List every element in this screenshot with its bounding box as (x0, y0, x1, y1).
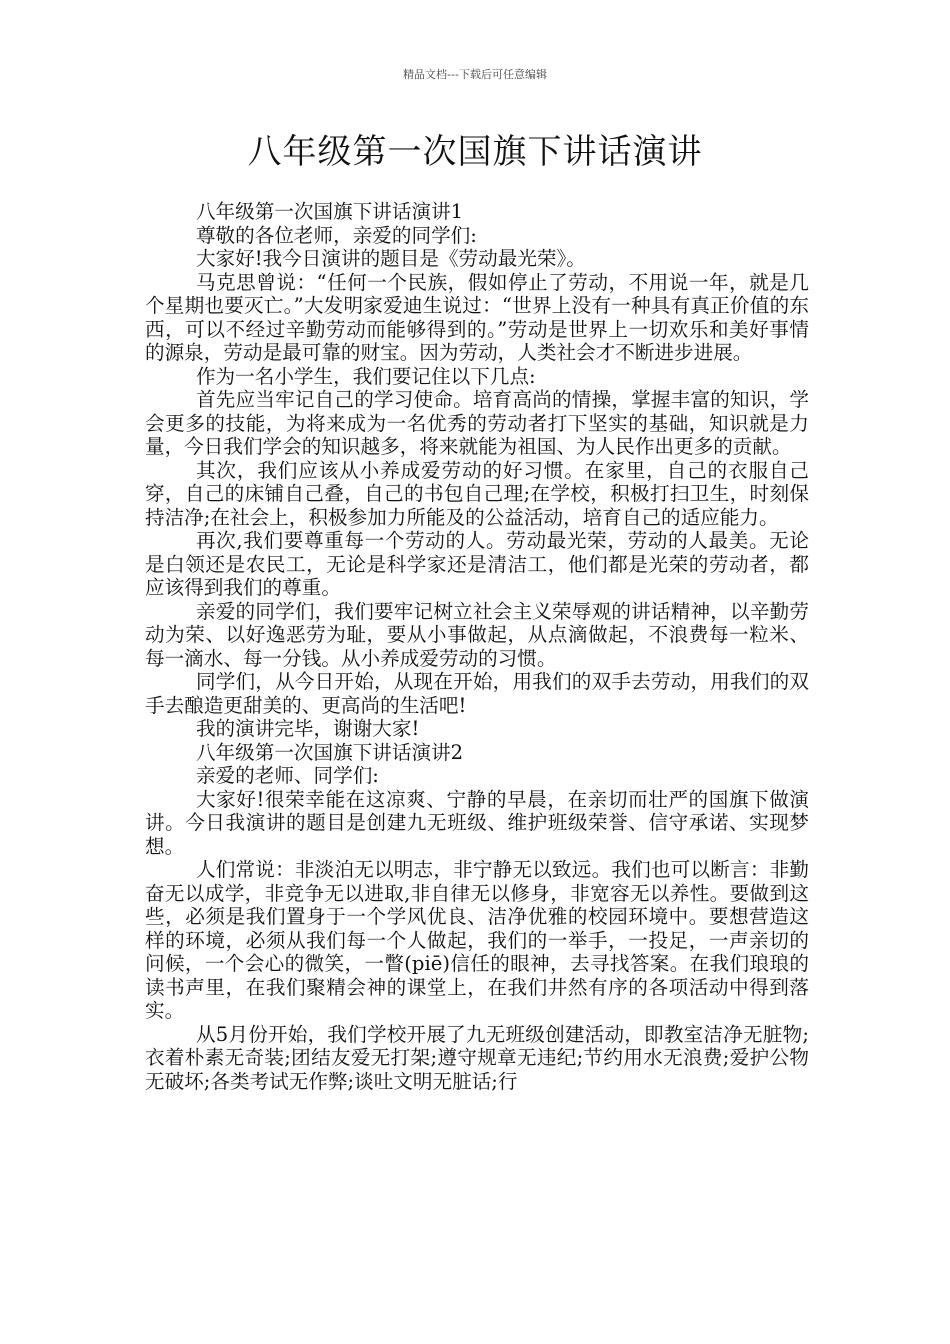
intro-paragraph: 大家好!我今日演讲的题目是《劳动最光荣》。 (195, 247, 586, 270)
document-body (145, 200, 809, 1093)
greeting-paragraph: 亲爱的老师、同学们: (195, 764, 379, 787)
document-title: 八年级第一次国旗下讲话演讲 (247, 132, 703, 172)
page-header: 精品文档---下载后可任意编辑 (403, 68, 547, 81)
speech-heading: 八年级第一次国旗下讲话演讲1 (195, 200, 464, 223)
body-paragraph: 从5月份开始，我们学校开展了九无班级创建活动，即教室洁净无脏物;衣着朴素无奇装;团结友爱无打架;遵守规章无违纪;节约用水无浪费;爱护公物无破坏;各类考试无作弊;谈吐文明无脏话;行 (145, 1022, 809, 1093)
body-paragraph: 大家好!很荣幸能在这凉爽、宁静的早晨，在亲切而壮严的国旗下做演讲。今日我演讲的题目是创建九无班级、维护班级荣誉、信守承诺、实现梦想。 (145, 787, 809, 858)
body-paragraph: 作为一名小学生，我们要记住以下几点: (195, 364, 536, 388)
greeting-paragraph: 尊敬的各位老师，亲爱的同学们: (195, 223, 477, 247)
body-paragraph: 人们常说：非淡泊无以明志，非宁静无以致远。我们也可以断言：非勤奋无以成学，非竞争无以进取,非自律无以修身，非宽容无以养性。要做到这些，必须是我们置身于一个学风优良、洁净优雅的校园环境中。要想营造这样的环境，必须从我们每一个人做起，我们的一举手，一投足，一声亲切的问候，一个会心的微笑，一瞥(piē)信任的眼神，去寻找答案。在我们琅琅的读书声里，在我们聚精会神的课堂上，在我们井然有序的各项活动中得到落实。 (145, 858, 809, 1022)
body-paragraph: 首先应当牢记自己的学习使命。培育高尚的情操，掌握丰富的知识，学会更多的技能，为将来成为一名优秀的劳动者打下坚实的基础，知识就是力量，今日我们学会的知识越多，将来就能为祖国、为人民作出更多的贡献。 (145, 388, 809, 458)
speech-heading: 八年级第一次国旗下讲话演讲2 (195, 740, 464, 764)
closing-paragraph: 我的演讲完毕，谢谢大家! (195, 717, 420, 740)
body-paragraph: 其次，我们应该从小养成爱劳动的好习惯。在家里，自己的衣服自己穿，自己的床铺自己叠，自己的书包自己理;在学校，积极打扫卫生，时刻保持洁净;在社会上，积极参加力所能及的公益活动，培育自己的适应能力。 (145, 458, 809, 529)
body-paragraph: 同学们，从今日开始，从现在开始，用我们的双手去劳动，用我们的双手去酿造更甜美的、更高尚的生活吧! (145, 670, 809, 717)
body-paragraph: 再次,我们要尊重每一个劳动的人。劳动最光荣，劳动的人最美。无论是白领还是农民工，无论是科学家还是清洁工，他们都是光荣的劳动者，都应该得到我们的尊重。 (145, 529, 809, 599)
body-paragraph: 亲爱的同学们，我们要牢记树立社会主义荣辱观的讲话精神，以辛勤劳动为荣、以好逸恶劳为耻，要从小事做起，从点滴做起，不浪费每一粒米、每一滴水、每一分钱。从小养成爱劳动的习惯。 (145, 599, 809, 670)
body-paragraph: 马克思曾说：“任何一个民族，假如停止了劳动，不用说一年，就是几个星期也要灭亡。”大发明家爱迪生说过：“世界上没有一种具有真正价值的东西，可以不经过辛勤劳动而能够得到的。”劳动是世界上一切欢乐和美好事情的源泉，劳动是最可靠的财宝。因为劳动，人类社会才不断进步进展。 (145, 270, 809, 364)
